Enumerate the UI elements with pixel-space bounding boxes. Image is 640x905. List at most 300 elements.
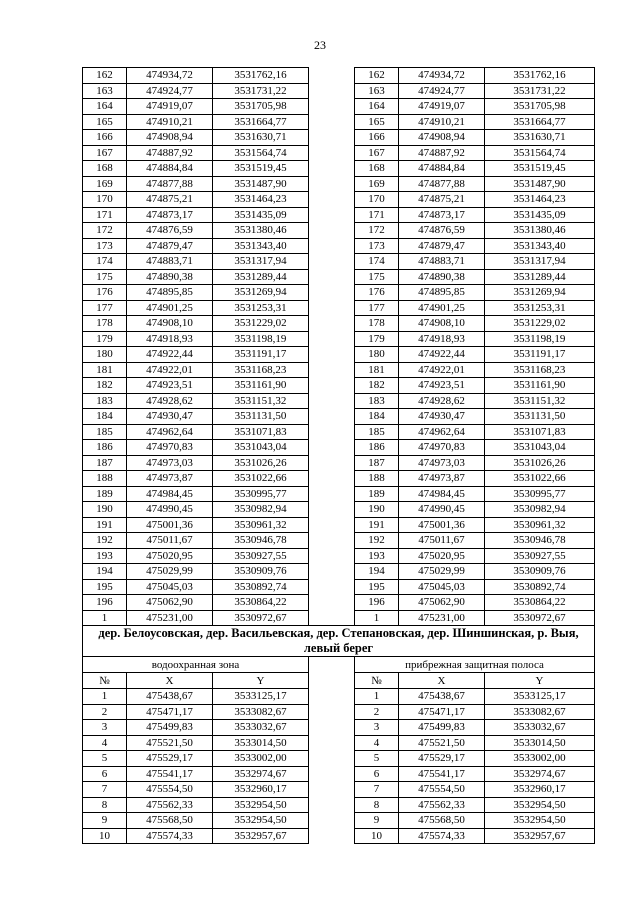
left-point-number-cell: 5 — [83, 751, 127, 767]
right-point-number-cell: 9 — [355, 813, 399, 829]
table-row — [83, 440, 595, 456]
left-x-coordinate-cell: 474962,64 — [127, 424, 213, 440]
left-y-coordinate-cell: 3533032,67 — [213, 720, 309, 736]
right-y-coordinate-cell: 3531043,04 — [485, 440, 595, 456]
right-x-coordinate-cell: 475062,90 — [399, 595, 485, 611]
right-point-number-cell: 185 — [355, 424, 399, 440]
left-x-coordinate-cell: 474973,87 — [127, 471, 213, 487]
right-y-coordinate-cell: 3532974,67 — [485, 766, 595, 782]
column-gap — [309, 440, 355, 456]
column-gap — [309, 517, 355, 533]
left-x-coordinate-cell: 475020,95 — [127, 548, 213, 564]
left-x-coordinate-cell: 474908,94 — [127, 130, 213, 146]
right-y-coordinate-cell: 3531464,23 — [485, 192, 595, 208]
table-row — [83, 610, 595, 626]
left-point-number-cell: 164 — [83, 99, 127, 115]
right-x-coordinate-cell: 474973,87 — [399, 471, 485, 487]
column-gap — [309, 689, 355, 705]
left-point-number-cell: 3 — [83, 720, 127, 736]
right-y-coordinate-cell: 3531705,98 — [485, 99, 595, 115]
left-y-coordinate-cell: 3531762,16 — [213, 68, 309, 84]
table-row — [83, 409, 595, 425]
right-point-number-cell: 174 — [355, 254, 399, 270]
water-protection-zone-title: водоохранная зона — [83, 657, 309, 673]
right-y-coordinate-cell: 3530972,67 — [485, 610, 595, 626]
right-x-coordinate-cell: 474895,85 — [399, 285, 485, 301]
right-point-number-cell: 178 — [355, 316, 399, 332]
left-point-number-cell: 192 — [83, 533, 127, 549]
left-y-coordinate-cell: 3530946,78 — [213, 533, 309, 549]
left-y-coordinate-cell: 3533014,50 — [213, 735, 309, 751]
right-point-number-cell: 1 — [355, 610, 399, 626]
left-x-coordinate-cell: 475001,36 — [127, 517, 213, 533]
right-point-number-cell: 173 — [355, 238, 399, 254]
left-point-number-cell: 187 — [83, 455, 127, 471]
column-gap — [309, 238, 355, 254]
column-gap — [309, 68, 355, 84]
right-point-number-cell: 175 — [355, 269, 399, 285]
table-row — [83, 207, 595, 223]
left-point-number-cell: 162 — [83, 68, 127, 84]
left-x-coordinate-cell: 475574,33 — [127, 828, 213, 844]
column-gap — [309, 455, 355, 471]
left-x-coordinate-cell: 475029,99 — [127, 564, 213, 580]
left-point-number-cell: 178 — [83, 316, 127, 332]
right-point-number-cell: 196 — [355, 595, 399, 611]
table-row — [83, 751, 595, 767]
left-x-coordinate-cell: 474990,45 — [127, 502, 213, 518]
left-x-coordinate-cell: 475541,17 — [127, 766, 213, 782]
right-point-number-cell: 10 — [355, 828, 399, 844]
right-y-coordinate-cell: 3531564,74 — [485, 145, 595, 161]
right-x-coordinate-cell: 474922,01 — [399, 362, 485, 378]
left-x-coordinate-cell: 474873,17 — [127, 207, 213, 223]
column-gap — [309, 223, 355, 239]
right-point-number-cell: 168 — [355, 161, 399, 177]
column-gap — [309, 130, 355, 146]
left-point-number-cell: 196 — [83, 595, 127, 611]
column-gap — [309, 751, 355, 767]
left-point-number-cell: 193 — [83, 548, 127, 564]
column-gap — [309, 782, 355, 798]
left-point-number-cell: 173 — [83, 238, 127, 254]
left-header-x: X — [127, 673, 213, 689]
column-gap — [309, 720, 355, 736]
right-x-coordinate-cell: 475568,50 — [399, 813, 485, 829]
left-x-coordinate-cell: 474922,01 — [127, 362, 213, 378]
table-row — [83, 393, 595, 409]
right-x-coordinate-cell: 474879,47 — [399, 238, 485, 254]
left-point-number-cell: 2 — [83, 704, 127, 720]
left-y-coordinate-cell: 3531731,22 — [213, 83, 309, 99]
right-x-coordinate-cell: 475562,33 — [399, 797, 485, 813]
left-point-number-cell: 170 — [83, 192, 127, 208]
left-y-coordinate-cell: 3533125,17 — [213, 689, 309, 705]
left-x-coordinate-cell: 474928,62 — [127, 393, 213, 409]
right-y-coordinate-cell: 3531198,19 — [485, 331, 595, 347]
left-point-number-cell: 186 — [83, 440, 127, 456]
right-point-number-cell: 171 — [355, 207, 399, 223]
left-point-number-cell: 179 — [83, 331, 127, 347]
left-y-coordinate-cell: 3531191,17 — [213, 347, 309, 363]
right-point-number-cell: 188 — [355, 471, 399, 487]
table-row — [83, 83, 595, 99]
section-heading-row — [83, 626, 595, 657]
left-x-coordinate-cell: 474887,92 — [127, 145, 213, 161]
column-gap — [309, 409, 355, 425]
section-title: дер. Белоусовская, дер. Васильевская, дер. Степановская, дер. Шиншинская, р. Выя, левый берег — [83, 626, 595, 657]
left-point-number-cell: 190 — [83, 502, 127, 518]
left-point-number-cell: 195 — [83, 579, 127, 595]
table-row — [83, 797, 595, 813]
left-point-number-cell: 8 — [83, 797, 127, 813]
right-point-number-cell: 187 — [355, 455, 399, 471]
left-x-coordinate-cell: 475562,33 — [127, 797, 213, 813]
column-gap — [309, 269, 355, 285]
right-x-coordinate-cell: 474910,21 — [399, 114, 485, 130]
right-y-coordinate-cell: 3530927,55 — [485, 548, 595, 564]
right-x-coordinate-cell: 475231,00 — [399, 610, 485, 626]
left-y-coordinate-cell: 3531151,32 — [213, 393, 309, 409]
table-row — [83, 502, 595, 518]
left-y-coordinate-cell: 3530927,55 — [213, 548, 309, 564]
right-header-y: Y — [485, 673, 595, 689]
left-x-coordinate-cell: 475499,83 — [127, 720, 213, 736]
right-y-coordinate-cell: 3530995,77 — [485, 486, 595, 502]
left-x-coordinate-cell: 475231,00 — [127, 610, 213, 626]
right-x-coordinate-cell: 475574,33 — [399, 828, 485, 844]
right-point-number-cell: 163 — [355, 83, 399, 99]
right-x-coordinate-cell: 475471,17 — [399, 704, 485, 720]
right-x-coordinate-cell: 475521,50 — [399, 735, 485, 751]
left-x-coordinate-cell: 475568,50 — [127, 813, 213, 829]
right-header-x: X — [399, 673, 485, 689]
left-y-coordinate-cell: 3530864,22 — [213, 595, 309, 611]
column-gap — [309, 99, 355, 115]
table-row — [83, 192, 595, 208]
left-x-coordinate-cell: 474934,72 — [127, 68, 213, 84]
right-y-coordinate-cell: 3531380,46 — [485, 223, 595, 239]
right-y-coordinate-cell: 3530961,32 — [485, 517, 595, 533]
column-gap — [309, 735, 355, 751]
right-x-coordinate-cell: 474873,17 — [399, 207, 485, 223]
left-point-number-cell: 184 — [83, 409, 127, 425]
right-y-coordinate-cell: 3530946,78 — [485, 533, 595, 549]
column-gap — [309, 347, 355, 363]
left-point-number-cell: 10 — [83, 828, 127, 844]
right-x-coordinate-cell: 474908,94 — [399, 130, 485, 146]
right-y-coordinate-cell: 3532954,50 — [485, 813, 595, 829]
right-point-number-cell: 180 — [355, 347, 399, 363]
right-x-coordinate-cell: 474883,71 — [399, 254, 485, 270]
table-row — [83, 517, 595, 533]
right-point-number-cell: 176 — [355, 285, 399, 301]
right-y-coordinate-cell: 3531191,17 — [485, 347, 595, 363]
column-gap — [309, 176, 355, 192]
right-y-coordinate-cell: 3530892,74 — [485, 579, 595, 595]
left-point-number-cell: 6 — [83, 766, 127, 782]
table-row — [83, 362, 595, 378]
right-x-coordinate-cell: 475541,17 — [399, 766, 485, 782]
coastal-protection-strip-title: прибрежная защитная полоса — [355, 657, 595, 673]
right-x-coordinate-cell: 474970,83 — [399, 440, 485, 456]
table-row — [83, 766, 595, 782]
left-point-number-cell: 185 — [83, 424, 127, 440]
left-y-coordinate-cell: 3530961,32 — [213, 517, 309, 533]
left-point-number-cell: 182 — [83, 378, 127, 394]
left-x-coordinate-cell: 475471,17 — [127, 704, 213, 720]
right-y-coordinate-cell: 3531630,71 — [485, 130, 595, 146]
right-x-coordinate-cell: 475438,67 — [399, 689, 485, 705]
column-gap — [309, 207, 355, 223]
right-point-number-cell: 189 — [355, 486, 399, 502]
page-number: 23 — [314, 38, 326, 52]
left-point-number-cell: 7 — [83, 782, 127, 798]
right-x-coordinate-cell: 475001,36 — [399, 517, 485, 533]
right-point-number-cell: 162 — [355, 68, 399, 84]
table-row — [83, 813, 595, 829]
left-x-coordinate-cell: 474890,38 — [127, 269, 213, 285]
left-point-number-cell: 1 — [83, 689, 127, 705]
left-y-coordinate-cell: 3531131,50 — [213, 409, 309, 425]
left-x-coordinate-cell: 475011,67 — [127, 533, 213, 549]
right-point-number-cell: 193 — [355, 548, 399, 564]
right-x-coordinate-cell: 474919,07 — [399, 99, 485, 115]
left-y-coordinate-cell: 3531464,23 — [213, 192, 309, 208]
right-x-coordinate-cell: 475029,99 — [399, 564, 485, 580]
right-point-number-cell: 169 — [355, 176, 399, 192]
right-x-coordinate-cell: 474923,51 — [399, 378, 485, 394]
left-y-coordinate-cell: 3530995,77 — [213, 486, 309, 502]
right-y-coordinate-cell: 3531487,90 — [485, 176, 595, 192]
right-x-coordinate-cell: 474877,88 — [399, 176, 485, 192]
right-y-coordinate-cell: 3531229,02 — [485, 316, 595, 332]
column-gap — [309, 564, 355, 580]
right-point-number-cell: 165 — [355, 114, 399, 130]
column-gap — [309, 610, 355, 626]
left-point-number-cell: 4 — [83, 735, 127, 751]
left-y-coordinate-cell: 3530982,94 — [213, 502, 309, 518]
left-y-coordinate-cell: 3531168,23 — [213, 362, 309, 378]
right-point-number-cell: 192 — [355, 533, 399, 549]
right-y-coordinate-cell: 3533125,17 — [485, 689, 595, 705]
right-y-coordinate-cell: 3530982,94 — [485, 502, 595, 518]
left-x-coordinate-cell: 475521,50 — [127, 735, 213, 751]
table-row — [83, 300, 595, 316]
column-header-row — [83, 673, 595, 689]
left-x-coordinate-cell: 474883,71 — [127, 254, 213, 270]
table-row — [83, 720, 595, 736]
table-row — [83, 130, 595, 146]
left-point-number-cell: 180 — [83, 347, 127, 363]
column-gap — [309, 813, 355, 829]
right-y-coordinate-cell: 3532960,17 — [485, 782, 595, 798]
right-x-coordinate-cell: 474928,62 — [399, 393, 485, 409]
right-y-coordinate-cell: 3533082,67 — [485, 704, 595, 720]
table-row — [83, 595, 595, 611]
left-point-number-cell: 188 — [83, 471, 127, 487]
left-y-coordinate-cell: 3531380,46 — [213, 223, 309, 239]
left-y-coordinate-cell: 3531289,44 — [213, 269, 309, 285]
column-gap — [309, 83, 355, 99]
right-y-coordinate-cell: 3531519,45 — [485, 161, 595, 177]
left-y-coordinate-cell: 3531269,94 — [213, 285, 309, 301]
right-x-coordinate-cell: 474887,92 — [399, 145, 485, 161]
right-y-coordinate-cell: 3530909,76 — [485, 564, 595, 580]
left-y-coordinate-cell: 3530892,74 — [213, 579, 309, 595]
left-x-coordinate-cell: 475045,03 — [127, 579, 213, 595]
right-point-number-cell: 4 — [355, 735, 399, 751]
column-gap — [309, 300, 355, 316]
right-point-number-cell: 191 — [355, 517, 399, 533]
right-y-coordinate-cell: 3533032,67 — [485, 720, 595, 736]
column-gap — [309, 548, 355, 564]
left-point-number-cell: 168 — [83, 161, 127, 177]
left-x-coordinate-cell: 474875,21 — [127, 192, 213, 208]
column-gap — [309, 502, 355, 518]
right-x-coordinate-cell: 474990,45 — [399, 502, 485, 518]
right-y-coordinate-cell: 3531253,31 — [485, 300, 595, 316]
left-y-coordinate-cell: 3531564,74 — [213, 145, 309, 161]
right-x-coordinate-cell: 474890,38 — [399, 269, 485, 285]
table-row — [83, 486, 595, 502]
left-y-coordinate-cell: 3533002,00 — [213, 751, 309, 767]
left-point-number-cell: 191 — [83, 517, 127, 533]
left-x-coordinate-cell: 474879,47 — [127, 238, 213, 254]
right-point-number-cell: 177 — [355, 300, 399, 316]
right-point-number-cell: 8 — [355, 797, 399, 813]
left-y-coordinate-cell: 3532954,50 — [213, 813, 309, 829]
right-point-number-cell: 186 — [355, 440, 399, 456]
left-x-coordinate-cell: 475554,50 — [127, 782, 213, 798]
left-y-coordinate-cell: 3531026,26 — [213, 455, 309, 471]
table-row — [83, 704, 595, 720]
left-x-coordinate-cell: 474884,84 — [127, 161, 213, 177]
right-x-coordinate-cell: 474922,44 — [399, 347, 485, 363]
right-y-coordinate-cell: 3533002,00 — [485, 751, 595, 767]
right-y-coordinate-cell: 3531151,32 — [485, 393, 595, 409]
right-point-number-cell: 6 — [355, 766, 399, 782]
left-point-number-cell: 165 — [83, 114, 127, 130]
column-gap — [309, 285, 355, 301]
left-x-coordinate-cell: 474923,51 — [127, 378, 213, 394]
left-x-coordinate-cell: 474876,59 — [127, 223, 213, 239]
left-x-coordinate-cell: 474895,85 — [127, 285, 213, 301]
left-y-coordinate-cell: 3532960,17 — [213, 782, 309, 798]
right-point-number-cell: 183 — [355, 393, 399, 409]
left-y-coordinate-cell: 3530972,67 — [213, 610, 309, 626]
table-row — [83, 828, 595, 844]
left-x-coordinate-cell: 474970,83 — [127, 440, 213, 456]
left-header-y: Y — [213, 673, 309, 689]
left-x-coordinate-cell: 474877,88 — [127, 176, 213, 192]
right-point-number-cell: 164 — [355, 99, 399, 115]
column-gap — [309, 362, 355, 378]
column-gap — [309, 471, 355, 487]
left-y-coordinate-cell: 3531198,19 — [213, 331, 309, 347]
table-row — [83, 533, 595, 549]
table-row — [83, 564, 595, 580]
table-row — [83, 424, 595, 440]
table-row — [83, 316, 595, 332]
table-row — [83, 238, 595, 254]
left-y-coordinate-cell: 3531630,71 — [213, 130, 309, 146]
right-point-number-cell: 190 — [355, 502, 399, 518]
left-y-coordinate-cell: 3531317,94 — [213, 254, 309, 270]
right-point-number-cell: 182 — [355, 378, 399, 394]
right-x-coordinate-cell: 475554,50 — [399, 782, 485, 798]
column-gap — [309, 161, 355, 177]
left-point-number-cell: 183 — [83, 393, 127, 409]
table-row — [83, 285, 595, 301]
right-y-coordinate-cell: 3530864,22 — [485, 595, 595, 611]
table-row — [83, 99, 595, 115]
column-gap — [309, 673, 355, 689]
column-gap — [309, 797, 355, 813]
left-x-coordinate-cell: 474918,93 — [127, 331, 213, 347]
table-row — [83, 145, 595, 161]
right-point-number-cell: 5 — [355, 751, 399, 767]
right-point-number-cell: 181 — [355, 362, 399, 378]
left-point-number-cell: 1 — [83, 610, 127, 626]
right-point-number-cell: 170 — [355, 192, 399, 208]
table-row — [83, 455, 595, 471]
right-x-coordinate-cell: 474918,93 — [399, 331, 485, 347]
right-x-coordinate-cell: 474884,84 — [399, 161, 485, 177]
column-gap — [309, 114, 355, 130]
right-y-coordinate-cell: 3531664,77 — [485, 114, 595, 130]
table-row — [83, 161, 595, 177]
column-gap — [309, 657, 355, 673]
left-y-coordinate-cell: 3533082,67 — [213, 704, 309, 720]
left-y-coordinate-cell: 3531161,90 — [213, 378, 309, 394]
left-point-number-cell: 9 — [83, 813, 127, 829]
left-x-coordinate-cell: 474910,21 — [127, 114, 213, 130]
left-y-coordinate-cell: 3531022,66 — [213, 471, 309, 487]
left-point-number-cell: 166 — [83, 130, 127, 146]
right-point-number-cell: 3 — [355, 720, 399, 736]
left-y-coordinate-cell: 3531664,77 — [213, 114, 309, 130]
left-y-coordinate-cell: 3531343,40 — [213, 238, 309, 254]
right-point-number-cell: 195 — [355, 579, 399, 595]
left-y-coordinate-cell: 3532974,67 — [213, 766, 309, 782]
right-point-number-cell: 2 — [355, 704, 399, 720]
right-point-number-cell: 172 — [355, 223, 399, 239]
left-x-coordinate-cell: 474922,44 — [127, 347, 213, 363]
table-row — [83, 68, 595, 84]
left-point-number-cell: 169 — [83, 176, 127, 192]
right-y-coordinate-cell: 3531289,44 — [485, 269, 595, 285]
column-gap — [309, 254, 355, 270]
left-x-coordinate-cell: 474924,77 — [127, 83, 213, 99]
table-row — [83, 223, 595, 239]
right-y-coordinate-cell: 3531022,66 — [485, 471, 595, 487]
table-row — [83, 471, 595, 487]
right-y-coordinate-cell: 3531168,23 — [485, 362, 595, 378]
right-y-coordinate-cell: 3531435,09 — [485, 207, 595, 223]
table-row — [83, 331, 595, 347]
right-x-coordinate-cell: 474930,47 — [399, 409, 485, 425]
table-row — [83, 254, 595, 270]
right-point-number-cell: 194 — [355, 564, 399, 580]
right-y-coordinate-cell: 3532954,50 — [485, 797, 595, 813]
left-point-number-cell: 194 — [83, 564, 127, 580]
right-x-coordinate-cell: 474875,21 — [399, 192, 485, 208]
table-row — [83, 689, 595, 705]
right-x-coordinate-cell: 474973,03 — [399, 455, 485, 471]
left-header-number: № — [83, 673, 127, 689]
coordinates-table — [82, 67, 595, 844]
